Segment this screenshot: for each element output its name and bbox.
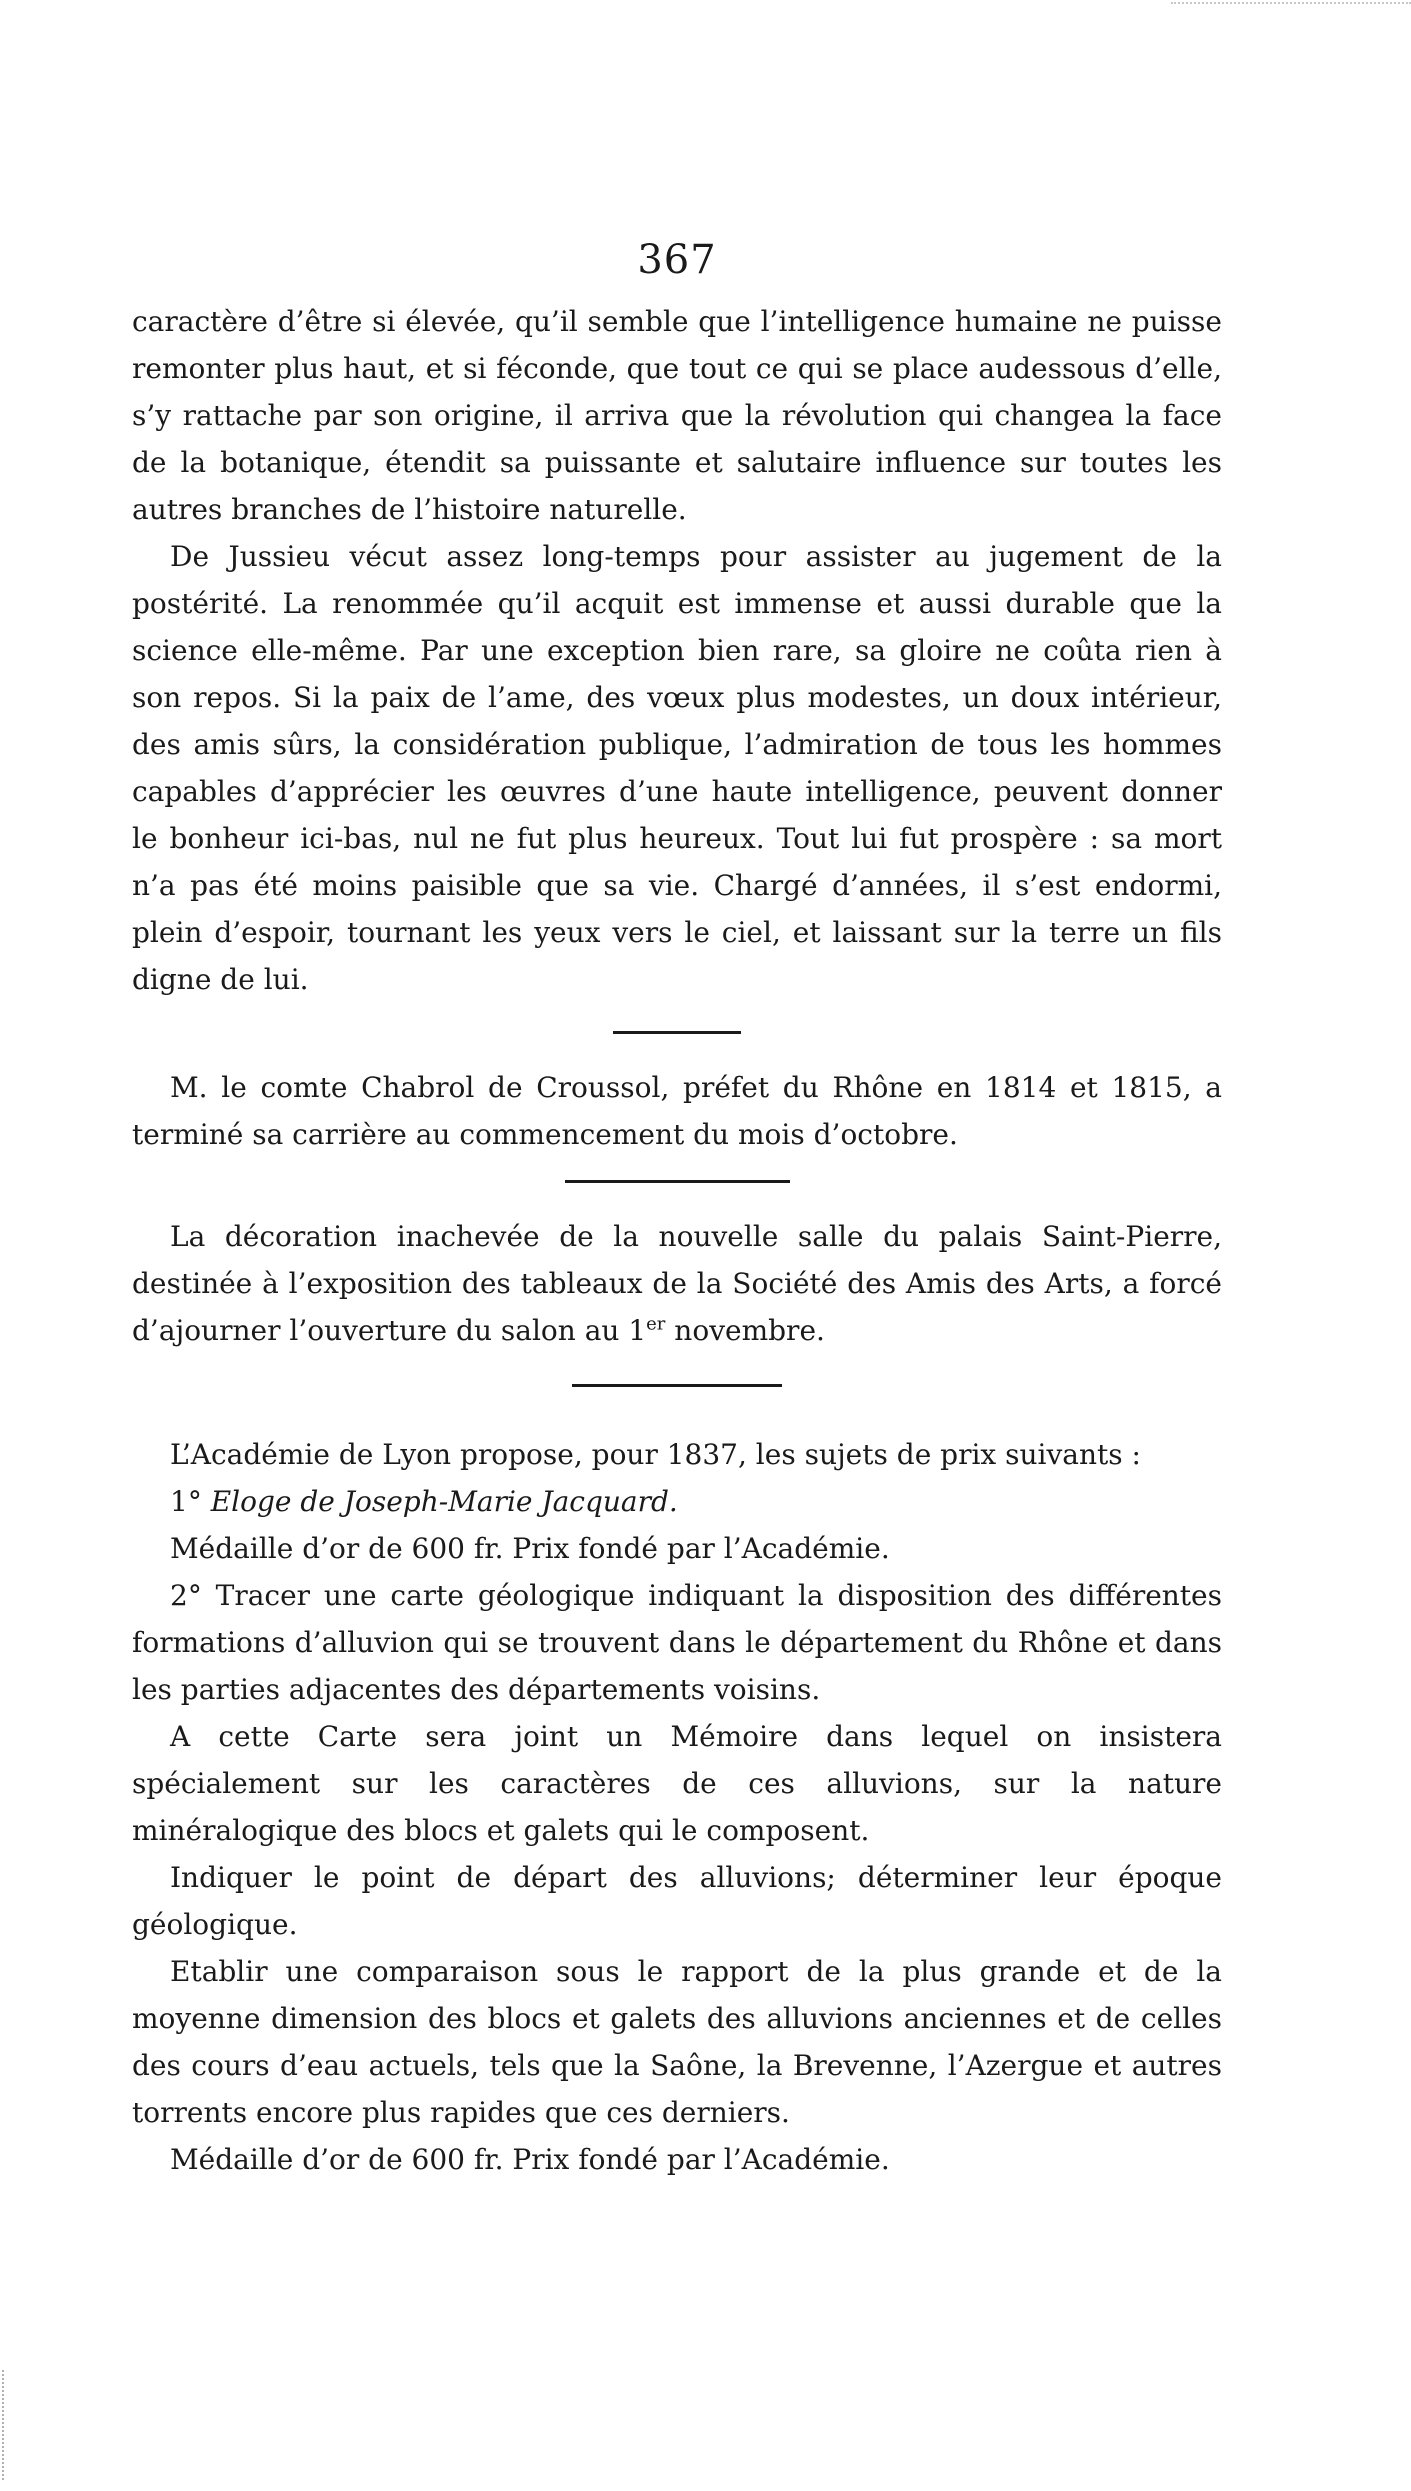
prize-medal-1: Médaille d’or de 600 fr. Prix fondé par l’Académie. bbox=[170, 1532, 890, 1565]
paragraph-continuation: caractère d’être si élevée, qu’il semble que l’intelligence humaine ne puisse remonter plus haut, et si féconde, que tout ce qui se place audessous d’elle, s’y rattache par son origine, il arriva que la révolution qui changea la face de la botanique, étendit sa puissante et salutaire influence sur toutes les autres branches de l’histoire naturelle. bbox=[132, 305, 1222, 526]
ordinal-superscript: er bbox=[646, 1313, 666, 1335]
prize-subject-2-comparaison: Etablir une comparaison sous le rapport de la plus grande et de la moyenne dimension des blocs et galets des alluvions anciennes et de celles des cours d’eau actuels, tels que la Saône, la Brevenne, l’Azergue et autres torrents encore plus rapides que ces derniers. bbox=[132, 1955, 1222, 2129]
prize-subject-2: 2° Tracer une carte géologique indiquant la disposition des différentes formations d’alluvion qui se trouvent dans le département du Rhône et dans les parties adjacentes des départements voisins. bbox=[132, 1579, 1222, 1706]
prize-medal-2: Médaille d’or de 600 fr. Prix fondé par l’Académie. bbox=[170, 2143, 890, 2176]
section-divider bbox=[613, 1031, 741, 1034]
prize-subject-1-number: 1° bbox=[170, 1485, 211, 1518]
page-number: 367 bbox=[637, 237, 717, 283]
paragraph-salon-text: La décoration inachevée de la nouvelle salle du palais Saint-Pierre, destinée à l’exposition des tableaux de la Société des Amis des Arts, a forcé d’ajourner l’ouverture du salon au 1 bbox=[132, 1220, 1222, 1347]
section-divider bbox=[565, 1180, 790, 1183]
scan-edge-marks-top bbox=[1171, 2, 1411, 4]
paragraph-jussieu: De Jussieu vécut assez long-temps pour assister au jugement de la postérité. La renommée qu’il acquit est immense et aussi durable que la science elle-même. Par une exception bien rare, sa gloire ne coûta rien à son repos. Si la paix de l’ame, des vœux plus modestes, un doux intérieur, des amis sûrs, la considération publique, l’admiration de tous les hommes capables d’apprécier les œuvres d’une haute intelligence, peuvent donner le bonheur ici-bas, nul ne fut plus heureux. Tout lui fut prospère : sa mort n’a pas été moins paisible que sa vie. Chargé d’années, il s’est endormi, plein d’espoir, tournant les yeux vers le ciel, et laissant sur la terre un fils digne de lui. bbox=[132, 540, 1222, 996]
paragraph-academie: L’Académie de Lyon propose, pour 1837, les sujets de prix suivants : bbox=[170, 1438, 1141, 1471]
prize-subject-2-memoire: A cette Carte sera joint un Mémoire dans lequel on insistera spécialement sur les caractères de ces alluvions, sur la nature minéralogique des blocs et galets qui le composent. bbox=[132, 1720, 1222, 1847]
paragraph-chabrol: M. le comte Chabrol de Croussol, préfet du Rhône en 1814 et 1815, a terminé sa carrière au commencement du mois d’octobre. bbox=[132, 1071, 1222, 1151]
prize-subject-1-title: Eloge de Joseph-Marie Jacquard. bbox=[210, 1485, 678, 1518]
section-divider bbox=[572, 1384, 782, 1387]
prize-subject-2-depart: Indiquer le point de départ des alluvions; déterminer leur époque géologique. bbox=[132, 1861, 1222, 1941]
scan-edge-marks-left bbox=[2, 2370, 6, 2480]
paragraph-salon bbox=[132, 1213, 1222, 1354]
document-page bbox=[132, 237, 1222, 2183]
paragraph-salon-end: novembre. bbox=[665, 1314, 825, 1347]
prize-subject-1 bbox=[132, 1478, 1222, 1525]
